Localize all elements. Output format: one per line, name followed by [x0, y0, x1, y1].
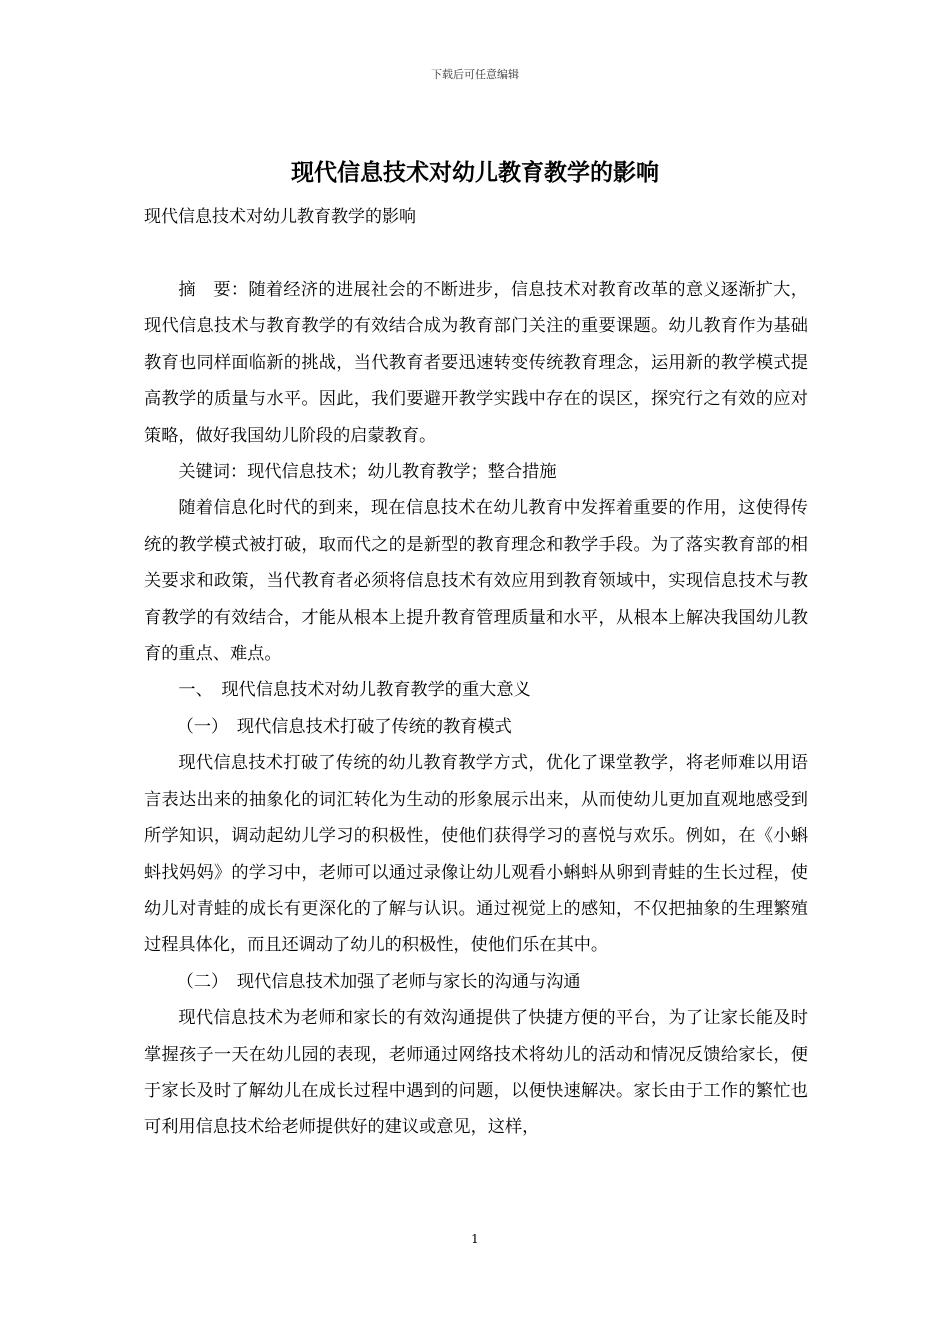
body-paragraph: 现代信息技术为老师和家长的有效沟通提供了快捷方便的平台，为了让家长能及时掌握孩子一天在幼儿园的表现，老师通过网络技术将幼儿的活动和情况反馈给家长，便于家长及时了解幼儿在成长过程中遇到的问题，以便快速解决。家长由于工作的繁忙也可利用信息技术给老师提供好的建议或意见，这样，	[144, 1008, 808, 1138]
section-heading-1: 一、 现代信息技术对幼儿教育教学的重大意义	[178, 680, 531, 701]
body-paragraph: 现代信息技术打破了传统的幼儿教育教学方式，优化了课堂教学，将老师难以用语言表达出来的抽象化的词汇转化为生动的形象展示出来，从而使幼儿更加直观地感受到所学知识，调动起幼儿学习的积极性，使他们获得学习的喜悦与欢乐。例如，在《小蝌蚪找妈妈》的学习中，老师可以通过录像让幼儿观看小蝌蚪从卵到青蛙的生长过程，使幼儿对青蛙的成长有更深化的了解与认识。通过视觉上的感知，不仅把抽象的生理繁殖过程具体化，而且还调动了幼儿的积极性，使他们乐在其中。	[144, 753, 808, 956]
document-subtitle: 现代信息技术对幼儿教育教学的影响	[144, 207, 416, 227]
intro-paragraph: 随着信息化时代的到来，现在信息技术在幼儿教育中发挥着重要的作用，这使得传统的教学模式被打破，取而代之的是新型的教育理念和教学手段。为了落实教育部的相关要求和政策，当代教育者必须将信息技术有效应用到教育领域中，实现信息技术与教育教学的有效结合，才能从根本上提升教育管理质量和水平，从根本上解决我国幼儿教育的重点、难点。	[144, 498, 808, 665]
page-header: 下载后可任意编辑	[431, 68, 519, 81]
keywords-paragraph: 关键词：现代信息技术；幼儿教育教学；整合措施	[178, 462, 557, 483]
document-title: 现代信息技术对幼儿教育教学的影响	[291, 160, 659, 186]
subsection-heading-2: （二） 现代信息技术加强了老师与家长的沟通与沟通	[176, 971, 581, 992]
subsection-heading-1: （一） 现代信息技术打破了传统的教育模式	[176, 716, 512, 737]
page-number: 1	[471, 1232, 479, 1246]
document-body	[144, 272, 808, 1146]
abstract-paragraph: 摘 要：随着经济的进展社会的不断进步，信息技术对教育改革的意义逐渐扩大，现代信息技术与教育教学的有效结合成为教育部门关注的重要课题。幼儿教育作为基础教育也同样面临新的挑战，当代教育者要迅速转变传统教育理念，运用新的教学模式提高教学的质量与水平。因此，我们要避开教学实践中存在的误区，探究行之有效的应对策略，做好我国幼儿阶段的启蒙教育。	[144, 280, 808, 446]
